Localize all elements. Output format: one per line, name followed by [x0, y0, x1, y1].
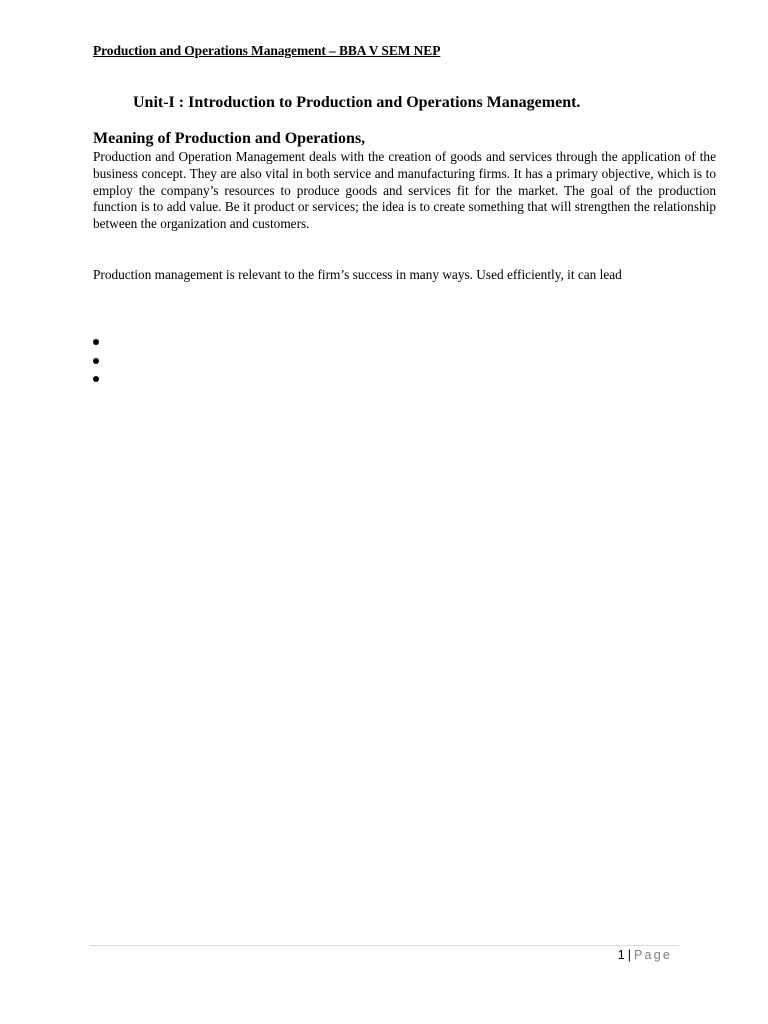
unit-title: Unit-I : Introduction to Production and Operations Management.	[133, 94, 581, 111]
page-footer	[618, 948, 672, 962]
paragraph-relevance: Production management is relevant to the firm’s success in many ways. Used efficiently, it can lead	[93, 267, 622, 282]
paragraph-meaning: Production and Operation Management deals with the creation of goods and services through the application of the business concept. They are also vital in both service and manufacturing firms. It has a primary objective, which is to employ the company’s resources to produce goods and services fit for the market. The goal of the production function is to add value. Be it product or services; the idea is to create something that will strengthen the relationship between the organization and customers.	[93, 149, 716, 232]
footer-separator: |	[627, 948, 631, 962]
section-heading: Meaning of Production and Operations,	[93, 130, 366, 147]
bullet-dot-icon	[93, 376, 99, 382]
bullet-dot-icon	[93, 339, 99, 345]
bullet-dot-icon	[93, 358, 99, 364]
footer-divider	[90, 945, 679, 946]
page-label: Page	[634, 948, 672, 962]
page-number: 1	[617, 948, 625, 962]
running-header: Production and Operations Management – BBA V SEM NEP	[93, 43, 441, 58]
